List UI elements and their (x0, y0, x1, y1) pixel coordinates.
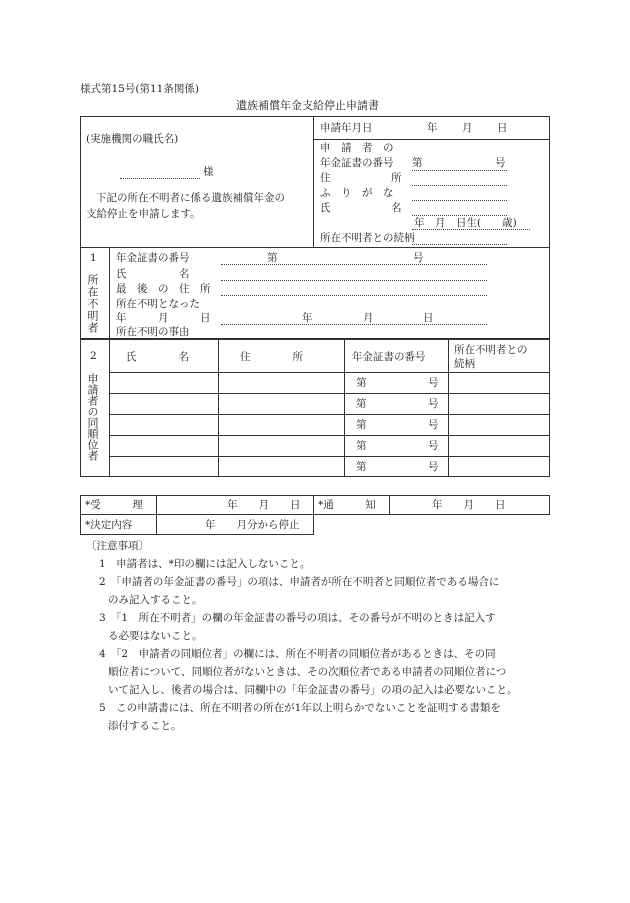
form-number: 様式第15号(第11条関係) (80, 83, 199, 95)
col-header-relation-2: 続柄 (454, 358, 475, 370)
decision-label: *決定内容 (85, 519, 133, 531)
receipt-label: *受 理 (85, 499, 143, 511)
furigana-label: ふ り が な (320, 187, 394, 199)
date-month-unit: 月 (462, 122, 473, 134)
applicant-address-label-1: 住 (320, 172, 331, 184)
row-dai: 第 (356, 440, 367, 452)
applicant-label: 申 請 者 の (320, 142, 394, 154)
row-dai: 第 (356, 377, 367, 389)
notice-date: 年 月 日 (432, 499, 506, 511)
applicant-address-field[interactable] (412, 185, 507, 186)
date-year-unit: 年 (427, 122, 438, 134)
section-2-vertical-label: 申請者の同順位者 (86, 373, 99, 461)
notes-heading: 〔注意事項〕 (86, 540, 149, 552)
row-go: 号 (428, 440, 439, 452)
missing-pension-field[interactable] (221, 264, 487, 265)
row-go: 号 (428, 461, 439, 473)
row-go: 号 (428, 398, 439, 410)
note-line: 3 「1 所在不明者」の欄の年金証書の番号の項は、その番号が不明のときは記入す (99, 612, 496, 624)
col-header-name: 氏 名 (126, 351, 189, 363)
applicant-name-label-2: 名 (391, 202, 402, 214)
col-header-pension: 年金証書の番号 (352, 351, 426, 363)
note-line: のみ記入すること。 (108, 594, 203, 606)
missing-since-label-1: 所在不明となった (116, 298, 200, 310)
applicant-pension-dai: 第 (412, 157, 423, 169)
missing-pension-label: 年金証書の番号 (116, 252, 190, 264)
furigana-field[interactable] (412, 200, 507, 201)
sama-label: 様 (203, 166, 214, 178)
row-go: 号 (428, 419, 439, 431)
missing-since-month: 月 (363, 312, 374, 324)
section-1-vertical-label: 所在不明者 (86, 274, 99, 334)
section-1-number: 1 (90, 252, 97, 264)
missing-pension-go: 号 (413, 252, 424, 264)
row-dai: 第 (356, 419, 367, 431)
applicant-name-label-1: 氏 (320, 202, 331, 214)
missing-name-label: 氏 名 (116, 268, 190, 280)
missing-since-year: 年 (302, 312, 313, 324)
col-header-address: 住 所 (240, 351, 303, 363)
note-line: いて記入し、後者の場合は、同欄中の「年金証書の番号」の項の記入は必要ないこと。 (108, 684, 518, 696)
row-go: 号 (428, 377, 439, 389)
birth-date-field[interactable] (412, 229, 530, 230)
missing-reason-label: 所在不明の事由 (116, 326, 190, 338)
note-line: 順位者について、同順位者がないときは、その次順位者である申請者の同順位者につ (108, 666, 507, 678)
applicant-name-field[interactable] (412, 215, 507, 216)
org-label: (実施機関の職氏名) (86, 133, 179, 145)
missing-since-field[interactable] (221, 324, 487, 325)
applicant-pension-label: 年金証書の番号 (320, 157, 394, 169)
relation-label: 所在不明者との続柄 (320, 232, 415, 244)
date-day-unit: 日 (497, 122, 508, 134)
note-line: 1 申請者は、*印の欄には記入しないこと。 (99, 558, 311, 570)
note-line: 4 「2 申請者の同順位者」の欄には、所在不明者の同順位者があるときは、その同 (99, 648, 496, 660)
missing-address-field[interactable] (221, 295, 487, 296)
notice-label: *通 知 (318, 499, 376, 511)
application-date-label: 申請年月日 (320, 122, 373, 134)
note-line: る必要はないこと。 (108, 630, 203, 642)
note-line: 2 「申請者の年金証書の番号」の項は、申請者が所在不明者と同順位者である場合に (99, 576, 500, 588)
applicant-address-label-2: 所 (391, 172, 402, 184)
receipt-date: 年 月 日 (227, 499, 301, 511)
missing-name-field[interactable] (221, 280, 487, 281)
birth-date: 年 月 日生( 歳) (414, 217, 517, 229)
missing-since-label-2: 年 月 日 (116, 312, 211, 324)
statement-line-2: 支給停止を申請します。 (86, 208, 201, 220)
row-dai: 第 (356, 461, 367, 473)
row-dai: 第 (356, 398, 367, 410)
note-line: 5 この申請書には、所在不明者の所在が1年以上明らかでないことを証明する書類を (99, 702, 501, 714)
section-2-number: 2 (90, 350, 97, 362)
applicant-pension-go: 号 (495, 157, 506, 169)
missing-since-day: 日 (423, 312, 434, 324)
note-line: 添付すること。 (108, 720, 182, 732)
missing-address-label: 最 後 の 住 所 (116, 283, 211, 295)
relation-field[interactable] (412, 244, 507, 245)
decision-value: 年 月分から停止 (205, 519, 300, 531)
col-header-relation-1: 所在不明者との (454, 344, 528, 356)
applicant-pension-field[interactable] (412, 170, 507, 171)
form-title: 遺族補償年金支給停止申請書 (236, 99, 379, 112)
org-name-field[interactable] (120, 178, 200, 179)
statement-line-1: 下記の所在不明者に係る遺族補償年金の (96, 192, 285, 204)
missing-pension-dai: 第 (267, 252, 278, 264)
